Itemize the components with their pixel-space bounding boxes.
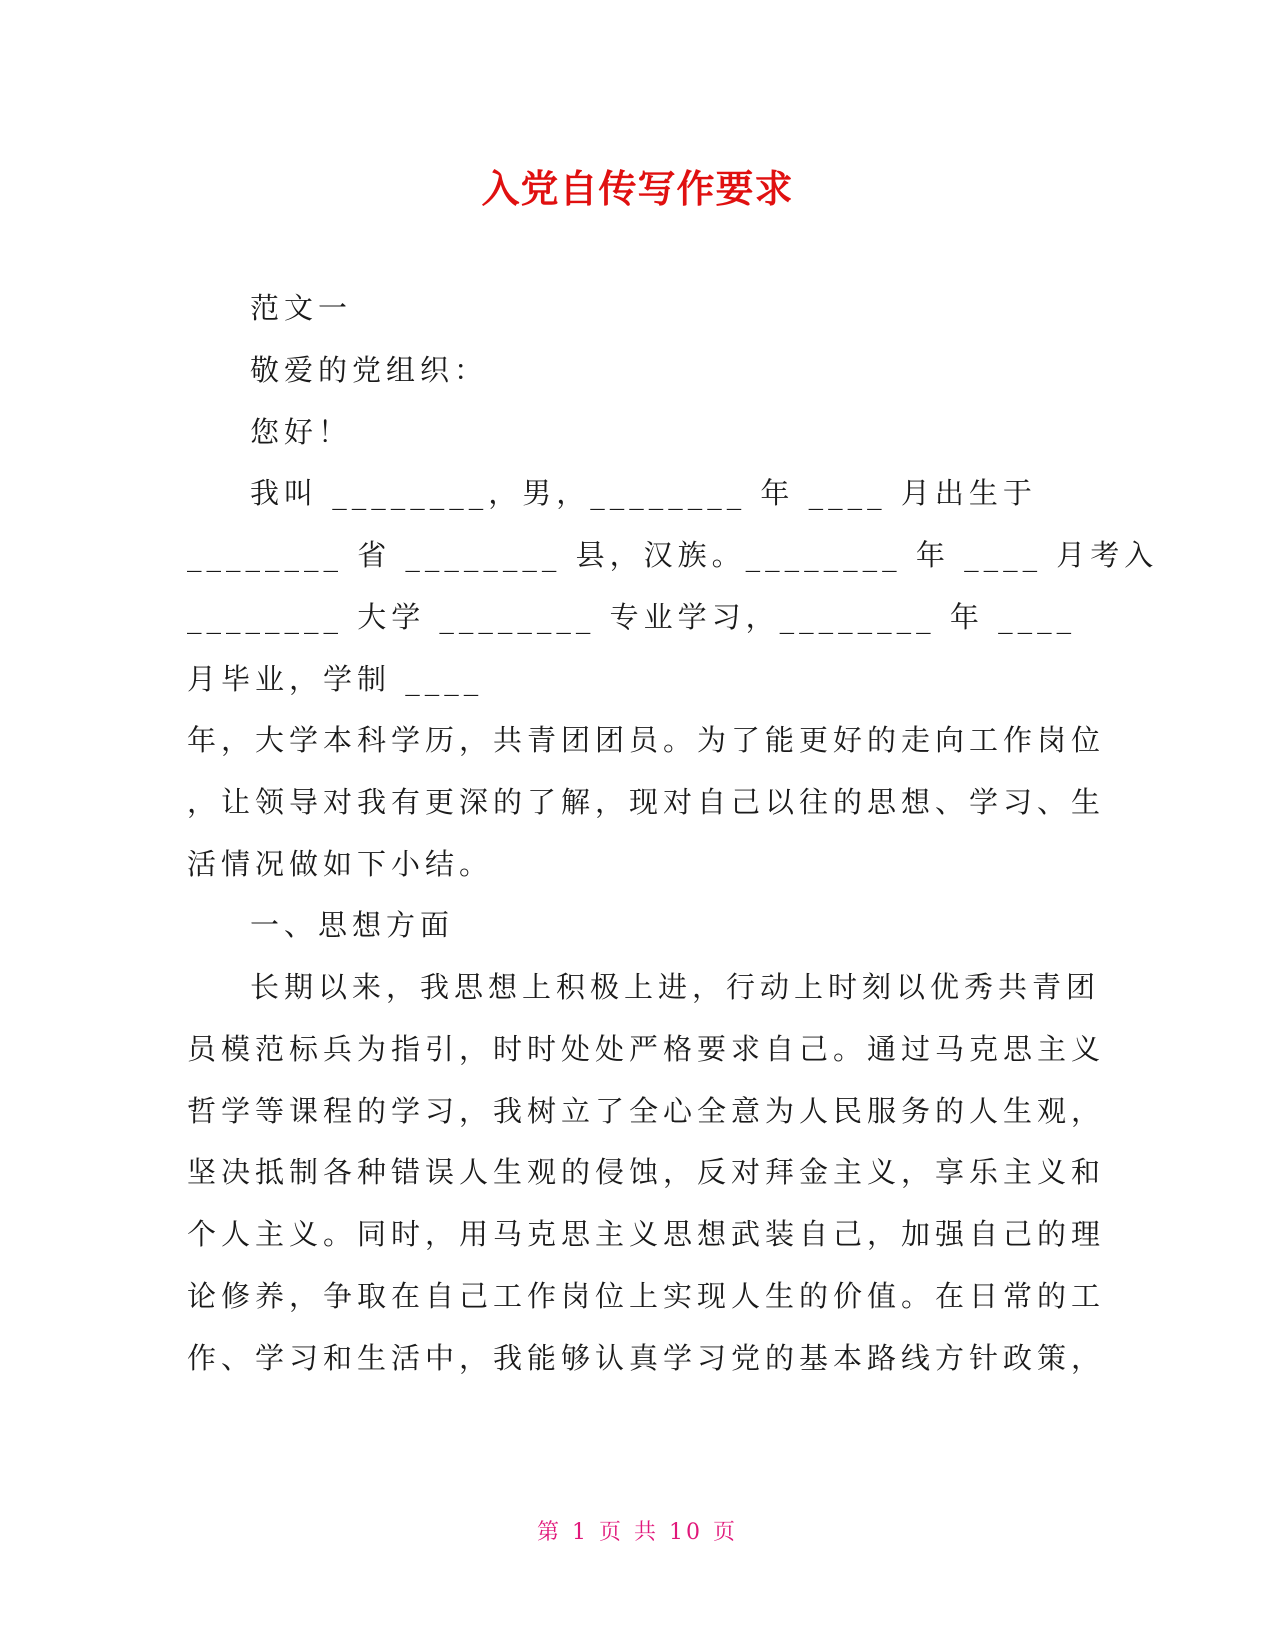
greeting: 您好！ (250, 415, 353, 449)
paragraph-line: 个人主义。同时，用马克思主义思想武装自己，加强自己的理 (187, 1217, 1106, 1251)
paragraph-line: 哲学等课程的学习，我树立了全心全意为人民服务的人生观， (187, 1094, 1106, 1128)
paragraph-line: 月毕业，学制 ____ (187, 662, 484, 696)
page-footer: 第 1 页 共 10 页 (537, 1520, 738, 1545)
paragraph-line: 年，大学本科学历，共青团团员。为了能更好的走向工作岗位 (187, 723, 1106, 757)
paragraph-line: ，让领导对我有更深的了解，现对自己以往的思想、学习、生 (187, 785, 1106, 819)
paragraph-line: 作、学习和生活中，我能够认真学习党的基本路线方针政策， (187, 1341, 1106, 1375)
paragraph-line: 坚决抵制各种错误人生观的侵蚀，反对拜金主义，享乐主义和 (187, 1155, 1106, 1189)
paragraph-line: ________ 大学 ________ 专业学习，________ 年 ____ (187, 600, 1077, 634)
section-heading: 一、思想方面 (250, 908, 455, 942)
paragraph-line: 论修养，争取在自己工作岗位上实现人生的价值。在日常的工 (187, 1279, 1106, 1313)
paragraph-line: 长期以来，我思想上积极上进，行动上时刻以优秀共青团 (250, 970, 1101, 1004)
paragraph-line: 员模范标兵为指引，时时处处严格要求自己。通过马克思主义 (187, 1032, 1106, 1066)
paragraph-line: 活情况做如下小结。 (187, 847, 494, 881)
sample-label: 范文一 (250, 291, 353, 325)
document-title: 入党自传写作要求 (481, 167, 794, 211)
salutation: 敬爱的党组织： (250, 353, 489, 387)
paragraph-line: ________ 省 ________ 县，汉族。________ 年 ____ 月考入 (187, 538, 1159, 572)
paragraph-line: 我叫 ________，男，________ 年 ____ 月出生于 (250, 476, 1037, 510)
